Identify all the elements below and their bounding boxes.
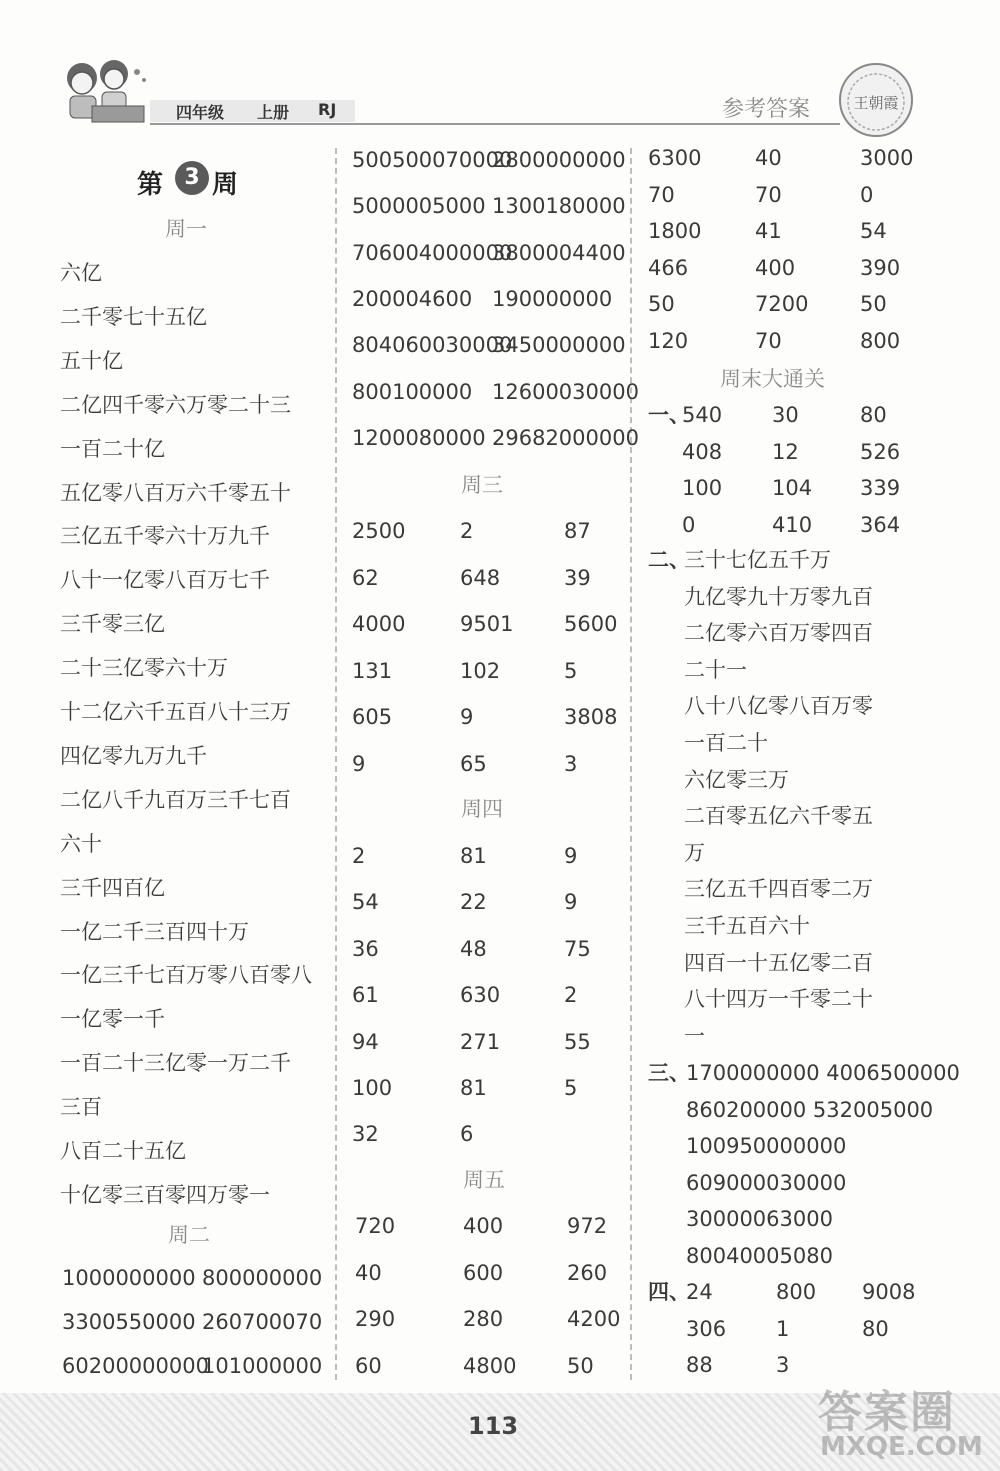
answer-cell: 339 [860,476,901,500]
answer-cell: 9 [564,844,578,868]
answer-cell: 410 [772,512,813,537]
answer-cell: 306 [686,1316,727,1341]
answer-cell: 81 [460,844,487,868]
answer-cell: 75 [564,936,591,961]
answer-cell: 80 [860,403,887,427]
answer-cell: 100 [352,1076,393,1100]
thursday-heading: 周四 [461,797,503,821]
answer-line: 八十八亿零八百万零 [684,694,873,719]
answer-cell: 0 [682,512,696,537]
week-number-badge: 3 [175,161,209,195]
answer-cell: 1800 [648,219,702,244]
answer-line: 三千零三亿 [60,612,165,637]
answer-cell: 80 [862,1316,889,1341]
answer-line: 万 [684,840,705,865]
column-divider [335,148,337,1380]
seal-icon [838,62,914,138]
answer-cell: 7200 [755,292,809,317]
answer-cell: 190000000 [492,286,613,311]
answer-cell: 94 [352,1029,379,1054]
answer-cell: 54 [860,219,887,244]
answer-cell: 5000005000 [352,194,486,219]
answer-line: 八百二十五亿 [60,1139,186,1163]
answer-line: 六十 [60,831,102,856]
answer-cell: 55 [564,1029,591,1054]
answer-cell: 364 [860,512,901,537]
answer-cell: 605 [352,705,393,729]
answer-cell: 70 [755,329,782,353]
answer-cell: 5 [564,1076,578,1100]
answer-cell: 41 [755,219,782,244]
answer-line: 一亿零一千 [60,1007,165,1032]
answer-cell: 3300550000 [62,1310,196,1334]
answer-cell: 1 [776,1316,790,1341]
edition-label: RJ [318,100,337,119]
answer-line: 一百二十亿 [60,436,165,461]
answer-line: 一百二十三亿零一万二千 [60,1051,291,1076]
answer-line: 二十一 [684,657,747,682]
answer-cell: 4200 [567,1307,621,1331]
answer-cell: 40 [355,1260,382,1285]
answer-cell: 32 [352,1122,379,1147]
answer-line: 860200000 532005000 [686,1097,934,1122]
answer-cell: 600 [463,1260,504,1285]
answer-cell: 800 [860,329,901,353]
answer-line: 三十七亿五千万 [684,548,831,572]
answer-cell: 260 [567,1260,608,1285]
answer-cell: 4000 [352,612,406,636]
answer-cell: 60200000000 [62,1354,209,1378]
answer-cell: 5 [564,658,578,683]
answer-cell: 706004000000 [352,240,513,265]
answer-cell: 3808 [564,705,618,729]
answer-cell: 70 [755,182,782,207]
answer-line: 五亿零八百万六千零五十 [60,480,291,505]
answer-line: 一 [684,1023,705,1048]
answer-cell: 54 [352,890,379,915]
answer-line: 609000030000 [686,1170,847,1195]
answer-line: 三亿五千零六十万九千 [60,524,270,549]
answer-line: 1700000000 4006500000 [686,1061,960,1085]
answer-line: 三千四百亿 [60,875,165,900]
answer-cell: 271 [460,1029,501,1054]
answer-line: 80040005080 [686,1243,833,1268]
answer-cell: 4800 [463,1353,517,1378]
answer-cell: 102 [460,658,501,683]
answer-cell: 101000000 [202,1354,323,1378]
answer-cell: 81 [460,1076,487,1100]
answer-cell: 61 [352,983,379,1008]
part1-label: 一、 [648,403,690,427]
answers-label: 参考答案 [722,97,811,122]
answer-cell: 120 [648,329,689,353]
answer-cell: 87 [564,519,591,543]
friday-heading: 周五 [463,1168,505,1192]
volume-label: 上册 [257,103,290,122]
answer-line: 三百 [60,1095,102,1120]
answer-cell: 800000000 [202,1266,323,1290]
answer-line: 二亿八千九百万三千七百 [60,787,291,812]
answer-cell: 3 [776,1353,790,1377]
answer-cell: 5600 [564,612,618,636]
answer-cell: 12 [772,439,799,464]
answer-line: 四亿零九万九千 [60,743,207,768]
header-rule [150,123,840,125]
answer-cell: 70 [648,182,675,207]
tuesday-heading: 周二 [168,1223,210,1247]
answer-line: 十二亿六千五百八十三万 [60,700,291,724]
answer-cell: 131 [352,658,393,683]
answer-cell: 400 [463,1214,504,1238]
answer-line: 五十亿 [60,348,123,373]
answer-cell: 100 [682,476,723,500]
answer-line: 二千零七十五亿 [60,304,207,329]
answer-cell: 9 [460,705,474,729]
grade-label: 四年级 [176,103,225,122]
answer-cell: 3800004400 [492,240,626,265]
answer-cell: 500500070000 [352,148,513,172]
answer-line: 30000063000 [686,1207,833,1231]
answer-cell: 200004600 [352,286,473,311]
part2-label: 二、 [648,548,690,572]
answer-line: 八十四万一千零二十 [684,987,873,1012]
svg-text:王朝霞: 王朝霞 [853,94,899,112]
answer-cell: 22 [460,890,487,915]
answer-cell: 0 [860,182,874,207]
answer-cell: 260700070 [202,1310,323,1334]
answer-cell: 400 [755,255,796,280]
answer-cell: 3 [564,751,578,776]
answer-cell: 30 [772,403,799,427]
answer-line: 三亿五千四百零二万 [684,877,873,902]
answer-line: 十亿零三百零四万零一 [60,1182,270,1207]
monday-heading: 周一 [165,217,207,241]
answer-line: 六亿 [60,261,102,285]
answer-line: 一百二十 [684,731,768,755]
answer-line: 100950000000 [686,1134,847,1158]
answer-line: 六亿零三万 [684,767,789,792]
answer-cell: 62 [352,565,379,590]
answer-line: 一亿三千七百万零八百零八 [60,963,312,988]
answer-line: 二亿四千零六万零二十三 [60,392,291,417]
answer-cell: 390 [860,255,901,280]
answer-line: 九亿零九十万零九百 [684,584,873,609]
answer-cell: 2500 [352,519,406,543]
page-number: 113 [468,1412,519,1440]
wednesday-heading: 周三 [461,473,503,497]
weekend-heading: 周末大通关 [720,367,825,391]
answer-line: 二亿零六百万零四百 [684,621,873,646]
answer-cell: 36 [352,936,379,961]
answer-cell: 1200080000 [352,425,486,450]
answer-line: 一亿二千三百四十万 [60,919,249,944]
answer-cell: 24 [686,1280,713,1304]
answer-cell: 1000000000 [62,1266,196,1290]
answer-line: 三千五百六十 [684,914,810,938]
answer-cell: 630 [460,983,501,1008]
answer-cell: 60 [355,1353,382,1378]
answer-cell: 9501 [460,612,514,636]
answer-cell: 720 [355,1214,396,1238]
answer-cell: 104 [772,476,813,500]
answer-cell: 526 [860,439,901,464]
watermark-url: MXQE.COM [820,1432,983,1462]
answer-cell: 9 [564,890,578,915]
answer-cell: 2 [460,519,474,543]
answer-cell: 2800000000 [492,148,626,172]
answer-line: 二十三亿零六十万 [60,656,228,681]
week-title-suffix: 周 [212,170,239,200]
answer-cell: 9 [352,751,366,776]
week-title-prefix: 第 [137,170,164,200]
part4-label: 四、 [648,1280,690,1304]
watermark-logo: 答案圈 [818,1387,956,1438]
answer-cell: 88 [686,1353,713,1377]
answer-cell: 40 [755,146,782,170]
answer-cell: 39 [564,565,591,590]
answer-cell: 9008 [862,1280,916,1304]
answer-cell: 50 [860,292,887,317]
answer-cell: 290 [355,1307,396,1331]
answer-cell: 804060030000 [352,333,513,358]
answer-line: 四百一十五亿零二百 [684,950,873,975]
answer-cell: 648 [460,565,501,590]
answer-cell: 540 [682,403,723,427]
answer-cell: 6300 [648,146,702,170]
answer-cell: 800 [776,1280,817,1304]
answer-cell: 29682000000 [492,425,639,450]
answer-cell: 280 [463,1307,504,1331]
answer-cell: 2 [564,983,578,1008]
answer-line: 八十一亿零八百万七千 [60,568,270,593]
answer-cell: 3450000000 [492,333,626,358]
answer-cell: 800100000 [352,379,473,404]
answer-cell: 12600030000 [492,379,639,404]
answer-cell: 48 [460,936,487,961]
answer-line: 二百零五亿六千零五 [684,804,873,829]
column-divider [630,148,632,1380]
answer-cell: 408 [682,439,723,464]
answer-cell: 50 [567,1353,594,1378]
answer-cell: 466 [648,255,689,280]
kids-logo-icon [52,50,152,130]
answer-cell: 50 [648,292,675,317]
answer-cell: 3000 [860,146,914,170]
part3-label: 三、 [648,1061,690,1085]
answer-cell: 972 [567,1214,608,1238]
answer-cell: 6 [460,1122,474,1147]
answer-cell: 65 [460,751,487,776]
answer-cell: 1300180000 [492,194,626,219]
answer-cell: 2 [352,844,366,868]
